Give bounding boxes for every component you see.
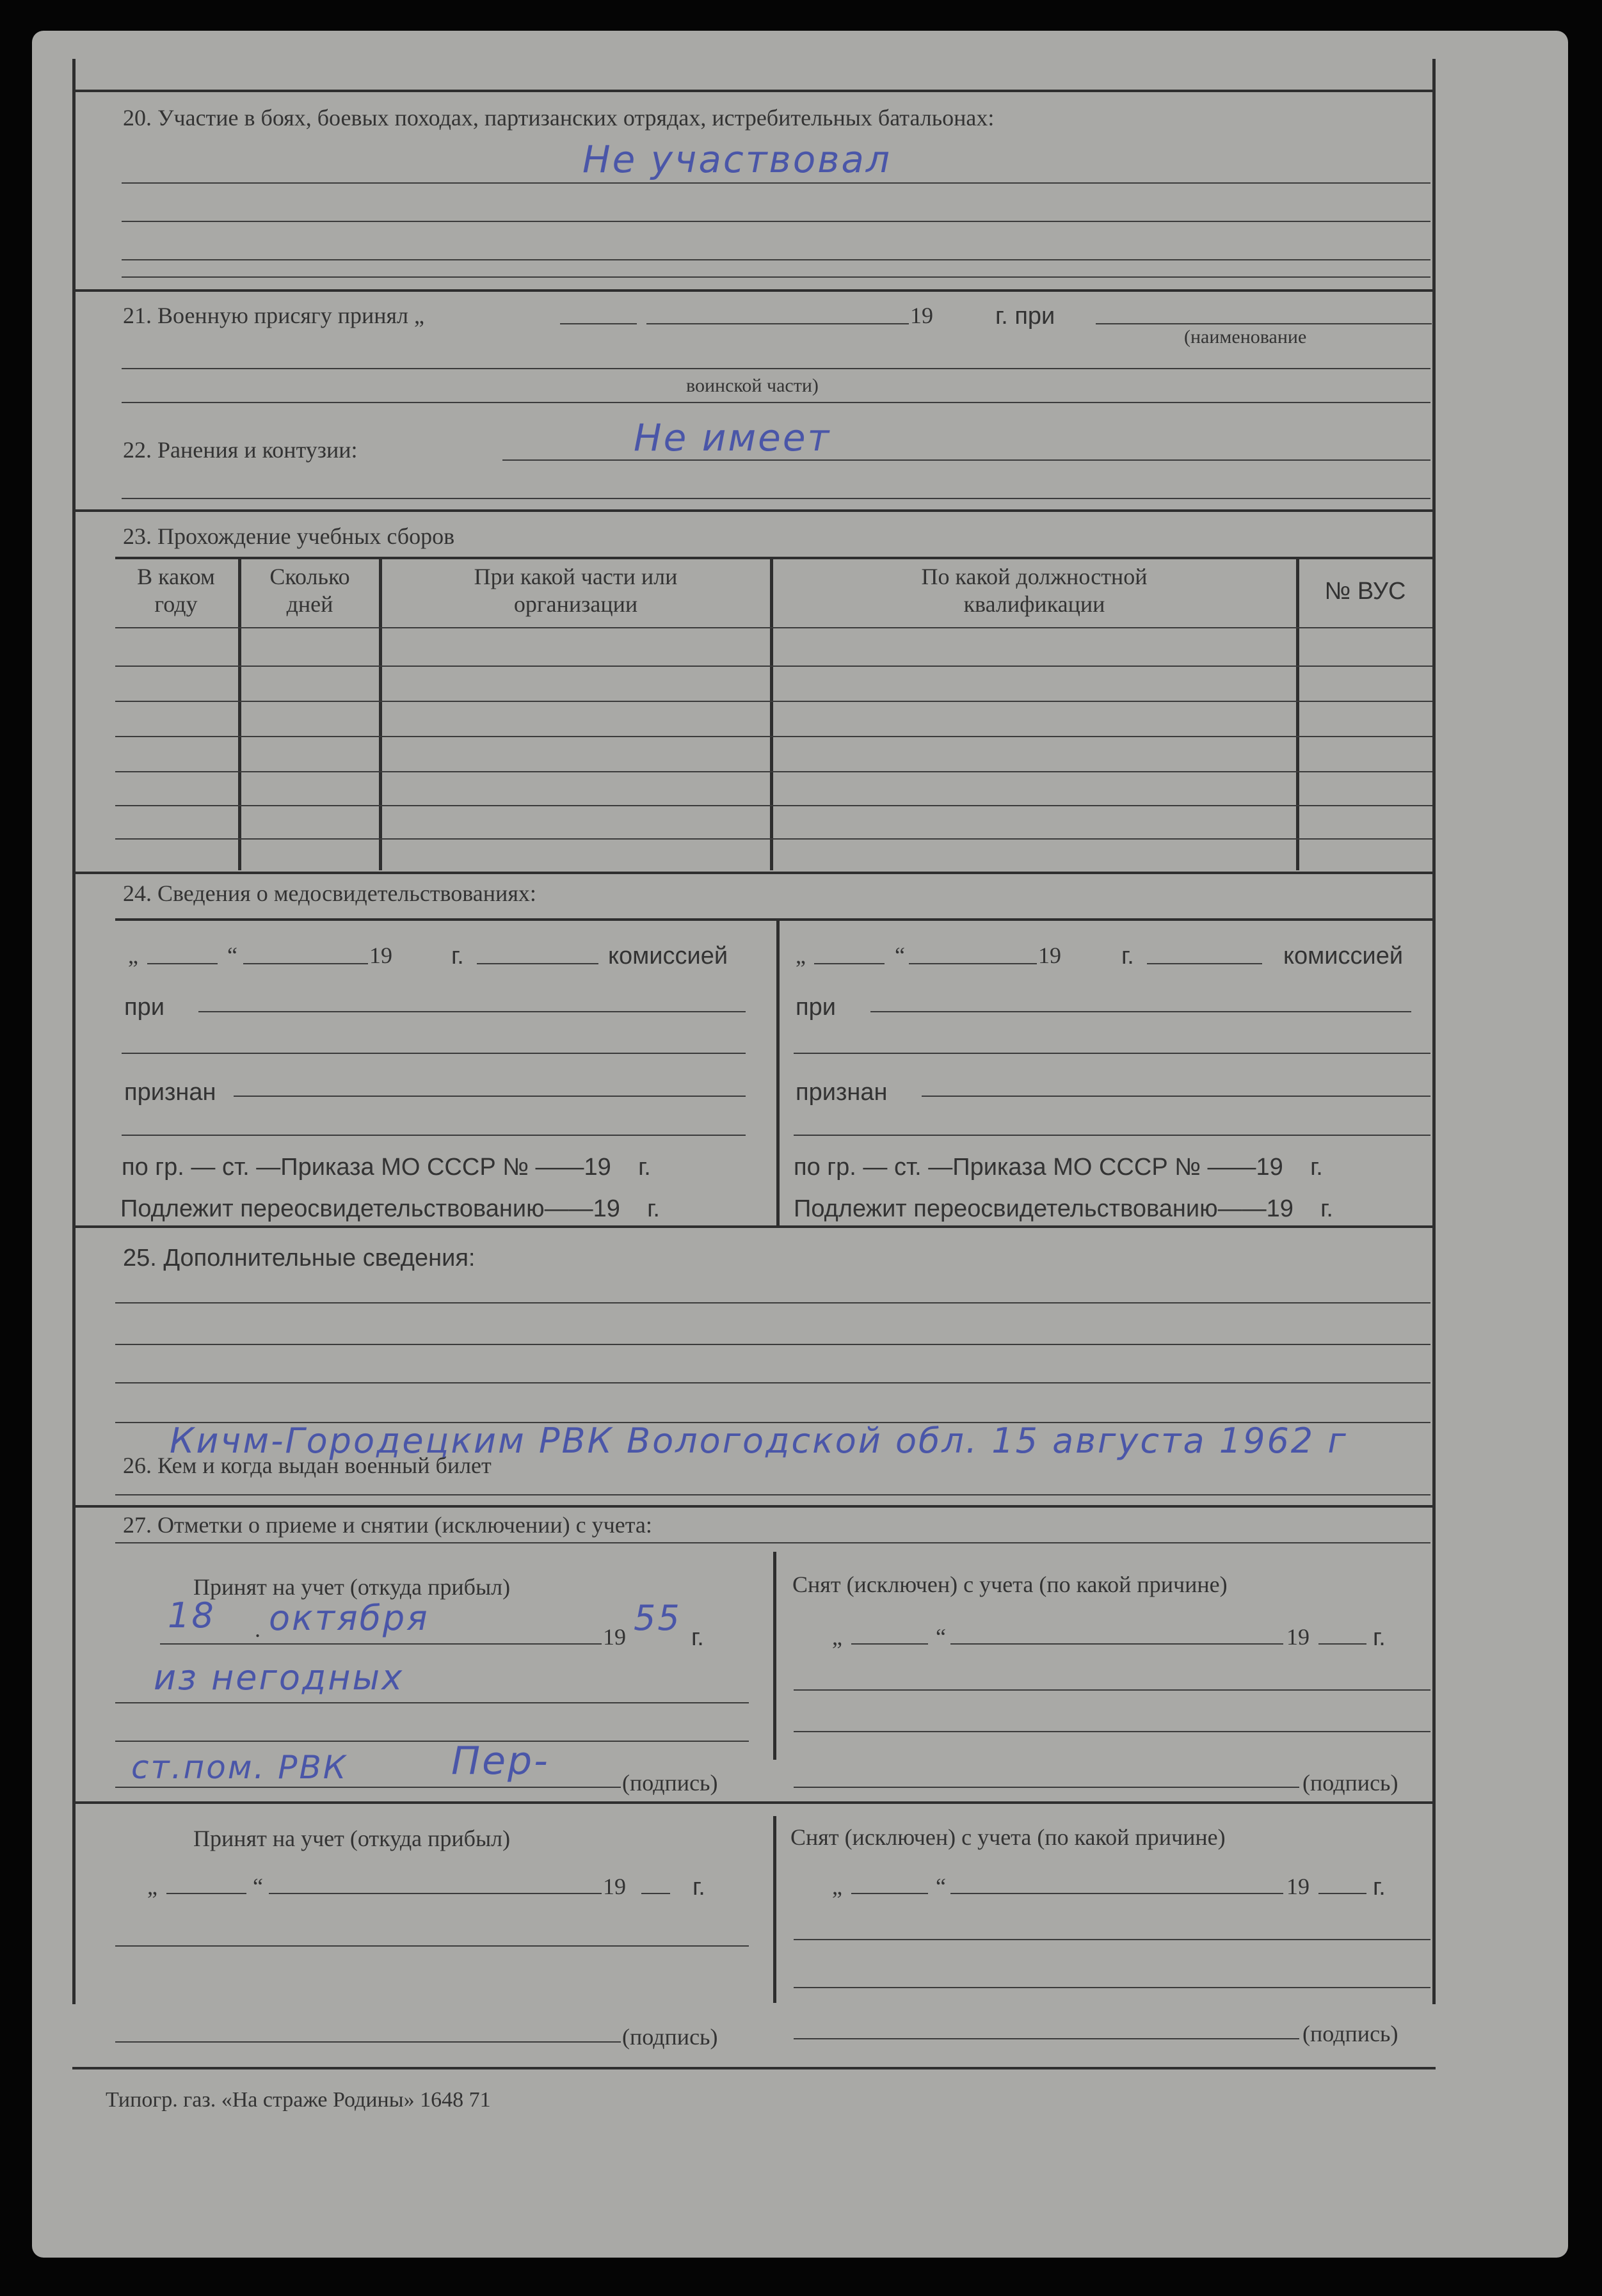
col-divider — [776, 918, 780, 1225]
rule — [76, 90, 1432, 92]
rule — [122, 276, 1430, 278]
printer-footer: Типогр. газ. «На страже Родины» 1648 71 — [106, 2088, 491, 2112]
accepted-year-prefix: 19 — [603, 1624, 626, 1650]
rule — [1096, 323, 1432, 324]
col-divider — [1296, 557, 1299, 870]
med-left-at: при — [124, 994, 164, 1021]
removed-g-1: г. — [1373, 1624, 1386, 1651]
handwritten-sign-title: ст.пом. РВК — [131, 1749, 348, 1786]
signature-caption-2: (подпись) — [1302, 1770, 1398, 1796]
table-row — [115, 701, 1432, 702]
handwritten-date-day: 18 — [168, 1595, 216, 1636]
med-right-found: признан — [796, 1079, 888, 1106]
handwritten-signature: Пер- — [451, 1739, 550, 1783]
rule — [72, 2067, 1436, 2069]
accepted-label-2: Принят на учет (откуда прибыл) — [193, 1826, 511, 1851]
signature-caption-4: (подпись) — [1302, 2021, 1398, 2046]
col-divider — [773, 1552, 776, 1760]
section-26-label: 26. Кем и когда выдан военный билет — [123, 1453, 492, 1478]
col-divider — [773, 1816, 776, 2003]
rule — [122, 182, 1430, 184]
header-qualification: По какой должностной квалификации — [921, 564, 1148, 618]
section-24-label: 24. Сведения о медосвидетельствованиях: — [123, 881, 536, 906]
section-23-label: 23. Прохождение учебных сборов — [123, 523, 455, 549]
handwritten-year: 55 — [634, 1598, 682, 1638]
table-row — [115, 666, 1432, 667]
med-right-commission: комиссией — [1283, 943, 1404, 969]
form-frame — [72, 59, 1436, 2004]
removed-year-prefix-2: 19 — [1286, 1874, 1310, 1899]
handwritten-date-month: октября — [269, 1598, 429, 1638]
rule — [122, 368, 1430, 369]
rule — [122, 402, 1430, 403]
rule — [76, 872, 1432, 874]
oath-at-label: г. при — [995, 303, 1055, 330]
rule — [560, 323, 637, 324]
header-year: В каком году — [137, 564, 215, 618]
rule — [76, 289, 1432, 292]
removed-year-prefix-1: 19 — [1286, 1624, 1310, 1650]
removed-g-2: г. — [1373, 1874, 1386, 1901]
med-left-year: 19 — [369, 943, 392, 968]
header-vus: № ВУС — [1324, 578, 1406, 605]
accepted-g-2: г. — [693, 1874, 705, 1901]
section-25-label: 25. Дополнительные сведения: — [123, 1245, 476, 1272]
rule — [76, 1225, 1432, 1228]
table-row — [115, 771, 1432, 772]
med-left-pogr: по гр. — ст. —Приказа МО СССР № ——19 г. — [122, 1154, 651, 1181]
rule — [115, 627, 1432, 628]
med-left-g: г. — [451, 943, 464, 969]
header-unit: При какой части или организации — [474, 564, 678, 618]
rule — [76, 1801, 1432, 1804]
med-right-year: 19 — [1038, 943, 1061, 968]
signature-caption-1: (подпись) — [622, 1770, 718, 1796]
handwritten-from: из негодных — [154, 1657, 405, 1698]
removed-label-2: Снят (исключен) с учета (по какой причине) — [790, 1824, 1226, 1850]
med-right-g: г. — [1121, 943, 1134, 969]
accepted-year-prefix-2: 19 — [603, 1874, 626, 1899]
rule — [122, 221, 1430, 222]
handwritten-wounds: Не имеет — [634, 416, 831, 459]
med-right-reexam: Подлежит переосвидетельствованию——19 г. — [794, 1195, 1333, 1222]
med-right-pogr: по гр. — ст. —Приказа МО СССР № ——19 г. — [794, 1154, 1323, 1181]
table-row — [115, 805, 1432, 806]
rule — [115, 557, 1432, 559]
handwritten-issued-by: Кичм-Городецким РВК Вологодской обл. 15 августа 1962 г — [170, 1421, 1348, 1461]
accepted-label-1: Принят на учет (откуда прибыл) — [193, 1574, 511, 1600]
section-21-label: 21. Военную присягу принял „ — [123, 303, 424, 328]
med-right-at: при — [796, 994, 836, 1021]
table-row — [115, 736, 1432, 737]
handwritten-combat-participation: Не участвовал — [582, 138, 892, 181]
rule — [502, 459, 1430, 461]
accepted-g: г. — [691, 1624, 704, 1651]
caption-military-unit: воинской части) — [686, 375, 819, 396]
caption-unit-name: (наименование — [1184, 326, 1307, 347]
header-days: Сколько дней — [269, 564, 350, 618]
rule — [76, 1505, 1432, 1508]
oath-year-prefix: 19 — [910, 303, 933, 328]
signature-caption-3: (подпись) — [622, 2024, 718, 2050]
med-left-commission: комиссией — [608, 943, 728, 969]
section-20-label: 20. Участие в боях, боевых походах, партизанских отрядах, истребительных батальонах: — [123, 105, 995, 131]
rule — [122, 259, 1430, 260]
section-22-label: 22. Ранения и контузии: — [123, 437, 358, 463]
rule — [122, 498, 1430, 499]
rule — [646, 323, 909, 324]
med-left-found: признан — [124, 1079, 216, 1106]
med-left-reexam: Подлежит переосвидетельствованию——19 г. — [120, 1195, 660, 1222]
rule — [115, 918, 1432, 921]
rule — [76, 509, 1432, 512]
table-row — [115, 838, 1432, 840]
section-27-label: 27. Отметки о приеме и снятии (исключении) с учета: — [123, 1512, 652, 1538]
removed-label-1: Снят (исключен) с учета (по какой причине) — [792, 1572, 1228, 1597]
